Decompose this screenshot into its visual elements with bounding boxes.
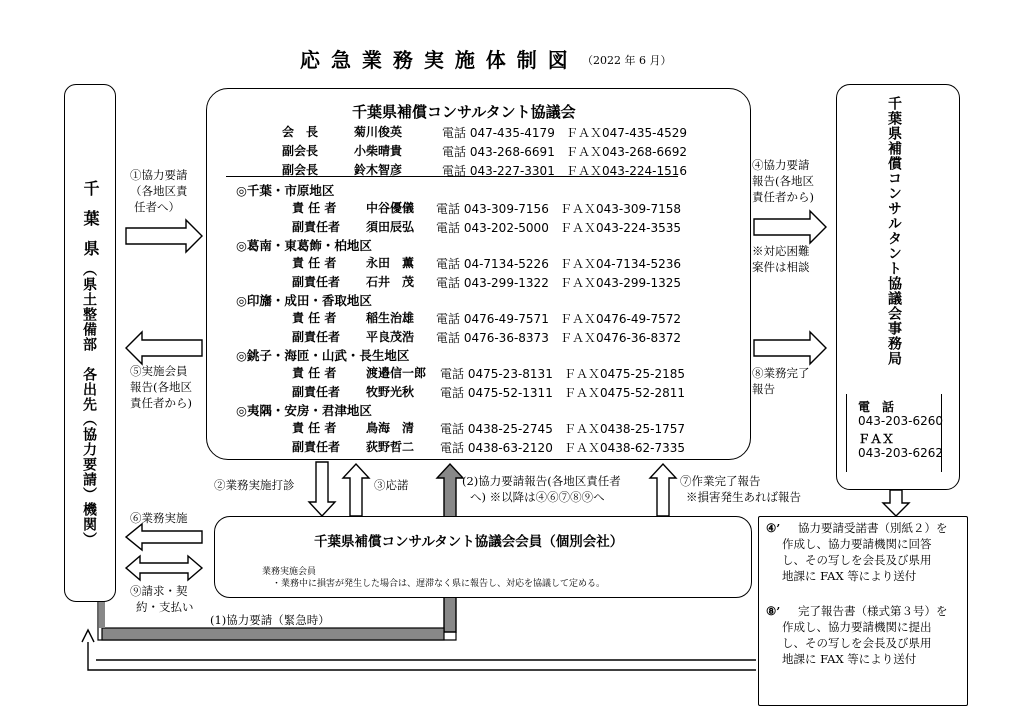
label-7-line-1: ⑦作業完了報告 [680,474,761,488]
region-tel: 電話 0438-25-2745 [440,422,553,436]
officer-fax: ＦＡＸ047-435-4529 [566,126,688,140]
region-person: 渡邉信一郎 [366,366,427,380]
officer-role: 副会長 [282,144,319,158]
region-fax: ＦＡＸ043-224-3535 [560,221,682,235]
region-person: 平良茂浩 [366,330,415,344]
note-8-line-4: 地課に FAX 等により送付 [782,652,917,666]
note-8-line-1: 完了報告書（様式第３号）を [798,604,948,618]
region-fax: ＦＡＸ0476-36-8372 [560,331,682,345]
label-4-line-1: ④協力要請 [752,158,810,172]
region-role: 副責任者 [292,330,341,344]
region-person: 永田 薫 [366,256,415,270]
region-tel: 電話 043-299-1322 [436,276,549,290]
region-fax: ＦＡＸ04-7134-5236 [560,257,682,271]
note-4-line-1: 協力要請受諾書（別紙２）を [798,521,948,535]
prefecture-sub-label: （県土整備部 各出先（協力要請）機関） [81,262,97,547]
council-title: 千葉県補償コンサルタント協議会 [352,103,576,121]
label-consult-line-1: ※対応困難 [752,244,810,258]
label-4-line-2: 報告(各地区 [752,174,814,188]
region-name: ◎千葉・市原地区 [236,183,335,198]
region-role: 責 任 者 [292,256,337,270]
label-2: ②業務実施打診 [214,478,295,492]
region-tel: 電話 04-7134-5226 [436,257,549,271]
arrow-5-left [126,332,202,364]
region-person: 鳥海 清 [366,421,415,435]
region-name: ◎銚子・海匝・山武・長生地区 [236,348,410,363]
region-role: 責 任 者 [292,421,337,435]
region-tel: 電話 0475-52-1311 [440,386,553,400]
region-tel: 電話 0476-36-8373 [436,331,549,345]
return-line [88,638,756,670]
label-1-line-3: 任者へ） [134,200,180,214]
label-1-line-2: （各地区責 [130,184,188,198]
region-person: 須田辰弘 [366,220,415,234]
label-7-line-2: ※損害発生あれば報告 [686,490,801,504]
region-name: ◎夷隅・安房・君津地区 [236,403,372,418]
officer-tel: 電話 043-227-3301 [442,164,555,178]
officer-name: 鈴木智彦 [354,163,403,177]
region-fax: ＦＡＸ0438-25-1757 [564,422,686,436]
label-9-line-1: ⑨請求・契 [130,584,188,598]
prefecture-label: 千葉県 [81,180,100,270]
label-5-line-2: 報告(各地区 [130,380,192,394]
label-2b-line-1: (2)協力要請報告(各地区責任者 [462,474,621,488]
region-role: 責 任 者 [292,311,337,325]
label-2b-line-2: へ) ※以降は④⑥⑦⑧⑨へ [470,490,605,504]
region-role: 責 任 者 [292,201,337,215]
office-tel: 043-203-6260 [858,414,944,428]
officer-role: 会 長 [282,125,319,139]
region-fax: ＦＡＸ043-299-1325 [560,276,682,290]
label-3: ③応諾 [374,478,409,492]
officer-fax: ＦＡＸ043-268-6692 [566,145,688,159]
arrow-3-up [343,464,369,516]
label-1-line-1: ①協力要請 [130,168,188,182]
officer-fax: ＦＡＸ043-224-1516 [566,164,688,178]
region-fax: ＦＡＸ0438-62-7335 [564,441,686,455]
label-8-line-1: ⑧業務完了 [752,366,810,380]
region-person: 稲生治雄 [366,311,415,325]
note-8-line-3: し、その写しを会長及び県用 [782,636,932,650]
arrow-1b-bar [102,628,444,640]
officer-name: 小柴晴貴 [354,144,403,158]
region-person: 牧野光秋 [366,385,415,399]
label-9-line-2: 約・支払い [136,600,194,614]
note-8-line-2: 作成し、協力要請機関に提出 [782,620,932,634]
region-tel: 電話 0476-49-7571 [436,312,549,326]
region-role: 副責任者 [292,385,341,399]
region-tel: 電話 0475-23-8131 [440,367,553,381]
note-8-head: ⑧’ [766,604,781,618]
label-6: ⑥業務実施 [130,511,188,525]
region-fax: ＦＡＸ0475-52-2811 [564,386,686,400]
label-consult-line-2: 案件は相談 [752,260,810,274]
region-tel: 電話 043-309-7156 [436,202,549,216]
note-4-line-4: 地課に FAX 等により送付 [782,569,917,583]
office-label: 千葉県補償コンサルタント協議会事務局 [886,96,902,366]
region-role: 責 任 者 [292,366,337,380]
page-title: 応 急 業 務 実 施 体 制 図 [300,48,570,72]
region-person: 荻野哲二 [366,440,415,454]
arrow-7-up [650,464,676,516]
region-role: 副責任者 [292,220,341,234]
arrow-2-down [309,462,335,516]
region-fax: ＦＡＸ0476-49-7572 [560,312,682,326]
region-name: ◎葛南・東葛飾・柏地区 [236,238,372,253]
label-4-line-3: 責任者から) [752,190,814,204]
officer-tel: 電話 043-268-6691 [442,145,555,159]
arrow-6-left [126,524,202,550]
members-note-2: ・業務中に損害が発生した場合は、遅滞なく県に報告し、対応を協議して定める。 [272,579,606,589]
arrow-4-right [754,211,826,243]
note-4-line-3: し、その写しを会長及び県用 [782,553,932,567]
page-date: （2022 年 6 月） [582,54,672,67]
region-person: 中谷優儀 [366,201,415,215]
office-fax: 043-203-6262 [858,446,944,460]
label-5-line-3: 責任者から) [130,396,192,410]
arrow-9-double [126,556,202,580]
arrow-8-right [754,332,826,364]
officer-role: 副会長 [282,163,319,177]
label-emergency: (1)協力要請（緊急時） [210,613,330,627]
officers-underline [226,176,678,177]
region-tel: 電話 0438-63-2120 [440,441,553,455]
arrow-1-right [126,220,202,252]
label-5-line-1: ⑤実施会員 [130,364,188,378]
region-fax: ＦＡＸ0475-25-2185 [564,367,686,381]
region-person: 石井 茂 [366,275,415,289]
officer-name: 菊川俊英 [354,125,403,139]
region-name: ◎印旛・成田・香取地区 [236,293,372,308]
office-tel-label: 電 話 [858,400,895,414]
label-8-line-2: 報告 [752,382,775,396]
note-4-line-2: 作成し、協力要請機関に回答 [782,537,932,551]
arrow-office-down [883,490,909,516]
region-role: 副責任者 [292,275,341,289]
officer-tel: 電話 047-435-4179 [442,126,555,140]
region-role: 副責任者 [292,440,341,454]
members-title: 千葉県補償コンサルタント協議会会員（個別会社） [314,534,624,550]
note-4-head: ④’ [766,521,781,535]
members-note-1: 業務実施会員 [262,567,317,577]
region-tel: 電話 043-202-5000 [436,221,549,235]
region-fax: ＦＡＸ043-309-7158 [560,202,682,216]
office-fax-label: ＦＡＸ [858,432,895,446]
